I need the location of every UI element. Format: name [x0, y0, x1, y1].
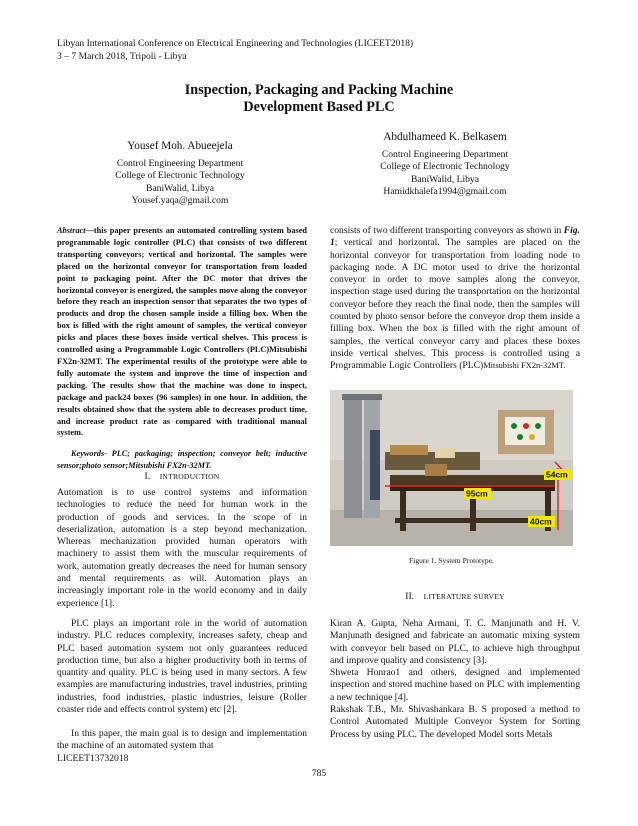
author-dept: Control Engineering Department: [381, 149, 509, 160]
abstract-text: —this paper presents an automated controlling system based programmable logic controller (PLC) that consists of two different transporting conveyors; vertical and horizontal. The samples were placed on the horizontal conveyor for transportation from loaded point to packaging point. After the DC motor that drives the horizontal conveyor is energized, the samples move along the conveyor before they reach an inspection sensor that separates the two types of products and drop the chosen sample inside a filling box. When the box is filled with the right amount of samples, the vertical conveyor picks and places these boxes inside vertical shelves. This process is controlled using a Programmable Logic Controllers (PLC)Mitsubishi FX2n-32MT. The experimental results of the prototype were able to fully automate the system and improve the time of inspection and packing. The results show that the machine was done to inspect, package and pack24 boxes (96 samples) in one hour. In addition, the results obtained show that the system able to decreases product time, and increase product rate as compared with traditional manual system.: [57, 226, 307, 438]
label-40cm-text: 40cm: [530, 516, 552, 527]
right-text-c: Mitsubishi FX2n-32MT.: [483, 361, 566, 371]
label-54cm-text: 54cm: [546, 469, 568, 480]
author-city: BaniWalid, Libya: [146, 182, 214, 194]
keywords: Keywords- PLC; packaging; inspection; conveyor belt; inductive sensor;photo sensor;Mitsubishi FX2n-32MT.: [57, 449, 307, 471]
conference-header: [57, 38, 413, 63]
author-email: Yousef.yaqa@gmail.com: [131, 195, 229, 207]
section-number: I.: [144, 471, 151, 482]
abstract: [57, 225, 307, 439]
author-city: BaniWalid, Libya: [411, 173, 479, 185]
author-name: Abdulhameed K. Belkasem: [383, 131, 507, 143]
paper-title: [0, 82, 638, 116]
left-column-top: [57, 225, 307, 472]
literature-survey-text: [330, 618, 580, 741]
page-number: 785: [311, 768, 327, 779]
author-name: Yousef Moh. Abueejela: [127, 140, 233, 152]
section-title: LITERATURE SURVEY: [423, 592, 505, 601]
lit-paragraph-3: Rakshak T.B., Mr. Shivashankara B. S proposed a method to Control Automated Multiple Conveyor System for Sorting Process by using PLC. The developed Model sorts Metals: [330, 704, 580, 740]
label-95cm-text: 95cm: [466, 488, 488, 499]
lit-paragraph-2: Shweta Honrao1 and others, designed and implemented inspection and stored machine based on PLC with implementing a new technique [4].: [330, 667, 580, 703]
author-college: College of Electronic Technology: [380, 161, 510, 173]
right-text-a: consists of two different transporting conveyors as shown in: [330, 225, 564, 236]
conference-name: Libyan International Conference on Electrical Engineering and Technologies (LICEET2018): [57, 38, 414, 49]
intro-text-1: Automation is to use control systems and information technologies to reduce the need for human work in the production of goods and services. In the scope of in deserialization, automation is a step beyond mechanization. Whereas mechanization provided human operators with machinery to assist them with the muscular requirements of work, automation greatly decreases the need for human sensory and mental requirements as will. Automation plays an increasingly important role in the world economy and in daily experience [1].: [57, 487, 307, 609]
section-number: II.: [405, 591, 415, 602]
author-1: [80, 139, 280, 208]
author-dept: Control Engineering Department: [116, 158, 244, 169]
paper-id: LICEET13732018: [57, 753, 129, 764]
intro-paragraph-3: [57, 728, 307, 753]
section-title: INTRODUCTION: [159, 472, 220, 481]
right-text-b: ; vertical and horizontal. The samples are placed on the horizontal conveyor for transportation from loading node to packaging node. A DC motor used to drive the horizontal conveyor in order to move samples along the conveyor, inspection stage used during the transportation on the horizontal conveyor before they reach the final node, then the samples will counted by photo sensor before the conveyor drop them inside a filling box. When the box is filled with the right amount of samples, the vertical conveyor carry and places these boxes inside vertical shelves. This process is controlled using a Programmable Logic Controllers (PLC): [330, 237, 580, 372]
right-column-text: [330, 225, 580, 373]
intro-text-3: In this paper, the main goal is to design and implementation the machine of an automated system that: [57, 728, 307, 752]
author-2: [345, 130, 545, 199]
author-email: Hamidkhalefa1994@gmail.com: [383, 186, 507, 198]
figure-caption: Figure 1. System Prototype.: [408, 556, 494, 565]
intro-paragraph-2: [57, 618, 307, 716]
intro-text-2: PLC plays an important role in the world of automation industry. PLC reduces complexity, increases safety, cheap and PLC based automation system not only guarantees reduced production time, but also a higher productivity both in terms of quantity and quality. PLC is being used in many sectors. A few examples are manufacturing industries, travel industries, printing industries, food industries, plastic industries, leisure (Roller coaster ride and effects control system) etc [2].: [57, 618, 307, 716]
figure-system-prototype: [330, 390, 573, 546]
section-heading-introduction: [57, 471, 307, 482]
author-college: College of Electronic Technology: [115, 170, 245, 182]
conference-date: 3 – 7 March 2018, Tripoli - Libya: [57, 50, 187, 62]
section-heading-literature-survey: [330, 591, 580, 602]
title-line-2: Development Based PLC: [243, 99, 395, 115]
right-paragraph: [330, 225, 580, 373]
lit-paragraph-1: Kiran A. Gupta, Neha Armani, T. C. Manjunath and H. V. Manjunath designed and fabricate an automatic mixing system with conveyor belt based on PLC, to achieve high throughput and improve quality and consistency [3].: [330, 618, 580, 666]
prototype-photo: [330, 390, 573, 546]
figure-reference: Fig. 1: [330, 225, 580, 249]
intro-paragraph-1: [57, 487, 307, 610]
title-line-1: Inspection, Packaging and Packing Machine: [184, 82, 454, 98]
abstract-lead: Abstract: [57, 226, 86, 235]
